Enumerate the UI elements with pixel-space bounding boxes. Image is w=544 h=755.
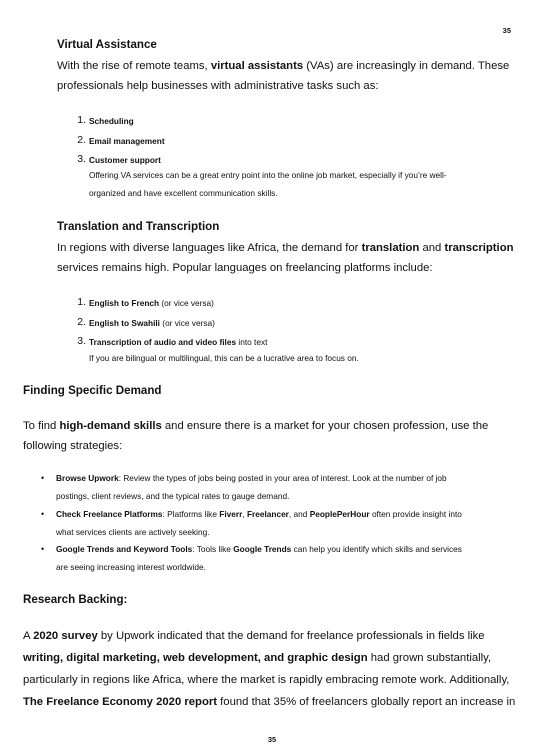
virtual-assistance-heading: Virtual Assistance <box>57 38 157 51</box>
page-number-bottom: 35 <box>267 735 277 744</box>
translation-heading: Translation and Transcription <box>57 220 220 233</box>
virtual-assistance-note: Offering VA services can be a great entry point into the online job market, especially if you’re well- organized and have excellent communication skills. <box>89 170 447 198</box>
finding-demand-paragraph: To find high-demand skills and ensure there is a market for your chosen profession, use the following strategies: <box>23 420 489 452</box>
research-backing-paragraph: A 2020 survey by Upwork indicated that the demand for freelance professionals in fields like writing, digital marketing, web development, and graphic design had grown substantially, particularly in regions like Africa, where the market is rapidly embracing remote work. Additionally, The Freelance Economy 2020 report found that 35% of freelancers globally report an increase in <box>23 630 516 708</box>
bullet-browse-upwork: • Browse Upwork: Review the types of jobs being posted in your area of interest. Look at the number of job postings, client reviews, and the typical rates to gauge demand. <box>41 473 447 501</box>
bullet-google-trends: • Google Trends and Keyword Tools: Tools like Google Trends can help you identify which skills and services are seeing increasing interest worldwide. <box>41 544 462 572</box>
virtual-assistance-paragraph: With the rise of remote teams, virtual assistants (VAs) are increasingly in demand. These professionals help businesses with administrative tasks such as: <box>57 60 510 92</box>
finding-demand-heading: Finding Specific Demand <box>23 384 162 397</box>
research-backing-heading: Research Backing: <box>23 593 128 606</box>
page-number-top: 35 <box>502 26 511 35</box>
bullet-check-freelance-platforms: • Check Freelance Platforms: Platforms like Fiverr, Freelancer, and PeoplePerHour often provide insight into what services clients are actively seeking. <box>41 509 462 537</box>
translation-paragraph: In regions with diverse languages like Africa, the demand for translation and transcription services remains high. Popular languages on freelancing platforms include: <box>57 242 514 274</box>
translation-note: If you are bilingual or multilingual, this can be a lucrative area to focus on. <box>89 353 359 363</box>
